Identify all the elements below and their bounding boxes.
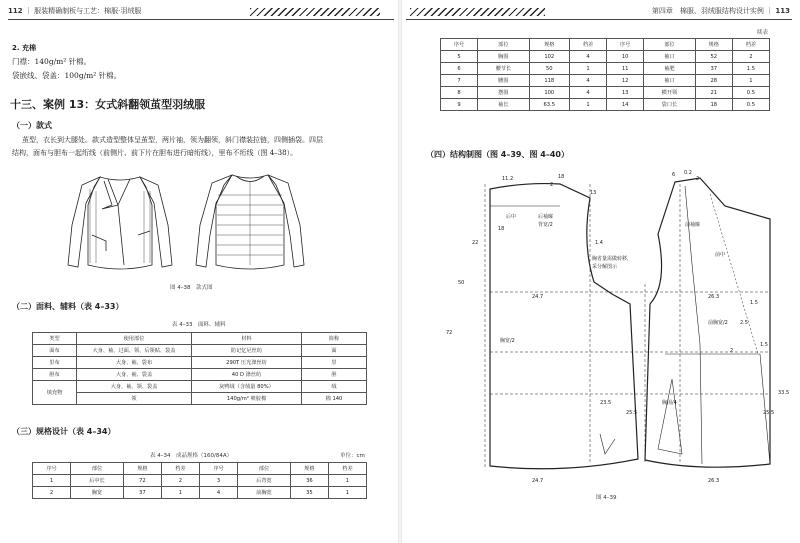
header-hatch-decoration	[250, 8, 380, 16]
back-piece-outline	[490, 184, 638, 469]
spec-table	[32, 462, 367, 499]
filling-line-2: 袋嵌线、袋盖：100g/m² 针棉。	[12, 71, 122, 80]
table-header-row: 序号 部位 规格 档差 序号 部位 规格 档差	[441, 39, 770, 51]
draft-label: 前袖窿	[685, 222, 701, 228]
dim-label: 11.2	[502, 176, 514, 182]
dim-label: 23.5	[600, 400, 612, 406]
dim-label: 22	[472, 240, 479, 246]
dim-label: 1.4	[595, 240, 603, 246]
table-row: 1 后中长 72 2 3 后背宽 36 1	[33, 475, 367, 487]
dim-label: 6	[672, 172, 676, 178]
table-unit-label: 单位：cm	[340, 453, 365, 459]
dim-label: 24.7	[532, 294, 544, 300]
table-row: 7 腰围 118 4 12 袖口 28 1	[441, 75, 770, 87]
right-page-number: 113	[775, 7, 790, 15]
table-row: 里布 大身、袖、袋布 290T 压光涤丝纺 里	[33, 357, 367, 369]
book-title: 服装精确制板与工艺：棉服·羽绒服	[34, 7, 142, 15]
figure-4-39-caption: 图 4–39	[596, 495, 617, 501]
dim-label: 2	[550, 182, 554, 188]
table-row: 9 袖长 63.5 1 14 袋口长 18 0.5	[441, 99, 770, 111]
draft-label: 胸宽/2	[500, 338, 515, 344]
dim-label: 2.5	[740, 320, 748, 326]
header-rule	[406, 19, 792, 20]
dart-guide-line	[710, 194, 758, 354]
table-row: 8 摆围 100 4 13 横开领 21 0.5	[441, 87, 770, 99]
hem-fold-mark	[600, 434, 615, 454]
filling-heading: 2. 充棉	[12, 44, 36, 52]
draft-label: 后袖窿	[538, 214, 554, 220]
case-title: 十三、案例 13：女式斜翻领茧型羽绒服	[10, 98, 206, 111]
draft-label: 前中	[715, 252, 726, 258]
dim-label: 25.5	[763, 410, 775, 416]
dim-label: 1.5	[750, 300, 758, 306]
dim-label: 13	[590, 190, 597, 196]
dim-label: 0.2	[684, 170, 692, 176]
dim-label: 2	[730, 348, 734, 354]
section-fabric-heading: （二）面料、辅料（表 4–33）	[12, 302, 124, 311]
style-paragraph-line-1: 茧型，衣长到大腿处。款式造型整体呈茧型，两片袖，领为翻领，斜门襟装拉链，四侧插袋。四层	[22, 136, 323, 144]
table-row: 领 140g/m² 喷胶棉 棉 140	[33, 393, 367, 405]
dim-label: 26.3	[708, 294, 720, 300]
back-coat-drawing	[196, 175, 304, 269]
figure-4-38-caption: 图 4–38 款式图	[170, 285, 213, 291]
header-hatch-decoration	[410, 8, 545, 16]
chapter-title: 第四章 棉服、羽绒服结构设计实例	[651, 7, 764, 15]
dim-label: 26.3	[708, 478, 720, 484]
front-coat-drawing	[68, 177, 172, 269]
draft-note-line-1: 胸省量需做转移，	[592, 256, 633, 262]
dim-label: 18	[498, 226, 505, 232]
draft-label: 前胸宽/2	[708, 320, 728, 326]
front-lower-seam	[665, 354, 770, 464]
style-figure	[60, 165, 320, 280]
draft-label: 背宽/2	[538, 222, 553, 228]
spec-table-continued	[440, 38, 770, 111]
section-style-heading: （一）款式	[12, 121, 52, 130]
right-page	[400, 0, 800, 543]
pattern-draft	[440, 164, 795, 504]
continued-label: 续表	[756, 30, 768, 36]
table-row: 胆布 大身、袖、袋盖 40 D 涤丝纺 胆	[33, 369, 367, 381]
table-header-row: 类型 使用部位 材料 简称	[33, 333, 367, 345]
table-4-33-caption: 表 4–33 面料、辅料	[172, 322, 226, 328]
table-row: 2 胸宽 37 1 4 前胸宽 35 1	[33, 487, 367, 499]
right-page-header: 第四章 棉服、羽绒服结构设计实例 ｜ 113	[651, 7, 790, 15]
fabric-table	[32, 332, 367, 405]
dim-label: 18	[558, 174, 565, 180]
filling-line-1: 门襟：140g/m² 针棉。	[12, 57, 92, 66]
dim-label: 25.5	[626, 410, 638, 416]
dim-label: 33.5	[778, 390, 790, 396]
left-page-number: 112	[8, 7, 23, 15]
style-paragraph-line-2: 结构，面布与胆布一起绗线（前侧片、前下片在胆布进行暗绗线），里布不绗线（图 4–38）。	[12, 149, 298, 157]
draft-label: 后中	[506, 214, 517, 220]
section-spec-heading: （三）规格设计（表 4–34）	[12, 427, 116, 436]
table-row: 填充物 大身、袖、领、袋盖 灰鸭绒（含绒量 80%） 绒	[33, 381, 367, 393]
dim-label: 72	[446, 330, 453, 336]
table-header-row: 序号 部位 规格 档差 序号 部位 规格 档差	[33, 463, 367, 475]
table-row: 5 胸围 102 4 10 袖口 52 2	[441, 51, 770, 63]
dim-label: 24.7	[532, 478, 544, 484]
table-row: 面布 大身、袖、过面、领、后领贴、袋盖 防记忆尼丝纺 面	[33, 345, 367, 357]
draft-note-line-2: 采分解图示	[592, 264, 618, 270]
table-4-34-caption: 表 4–34 成品规格（160/84A）	[150, 453, 233, 459]
dim-label: 1.5	[760, 342, 768, 348]
pocket-outline	[658, 379, 682, 454]
section-draft-heading: （四）结构制图（图 4–39、图 4–40）	[426, 150, 569, 159]
construction-lines	[485, 184, 770, 469]
draft-label: 胸围/4	[662, 400, 677, 406]
dim-label: 50	[458, 280, 465, 286]
left-page-header: 112 ｜ 服装精确制板与工艺：棉服·羽绒服	[8, 7, 142, 15]
header-rule	[8, 19, 394, 20]
dim-label: 2	[696, 176, 700, 182]
table-row: 6 腰节长 50 1 11 袖肥 37 1.5	[441, 63, 770, 75]
